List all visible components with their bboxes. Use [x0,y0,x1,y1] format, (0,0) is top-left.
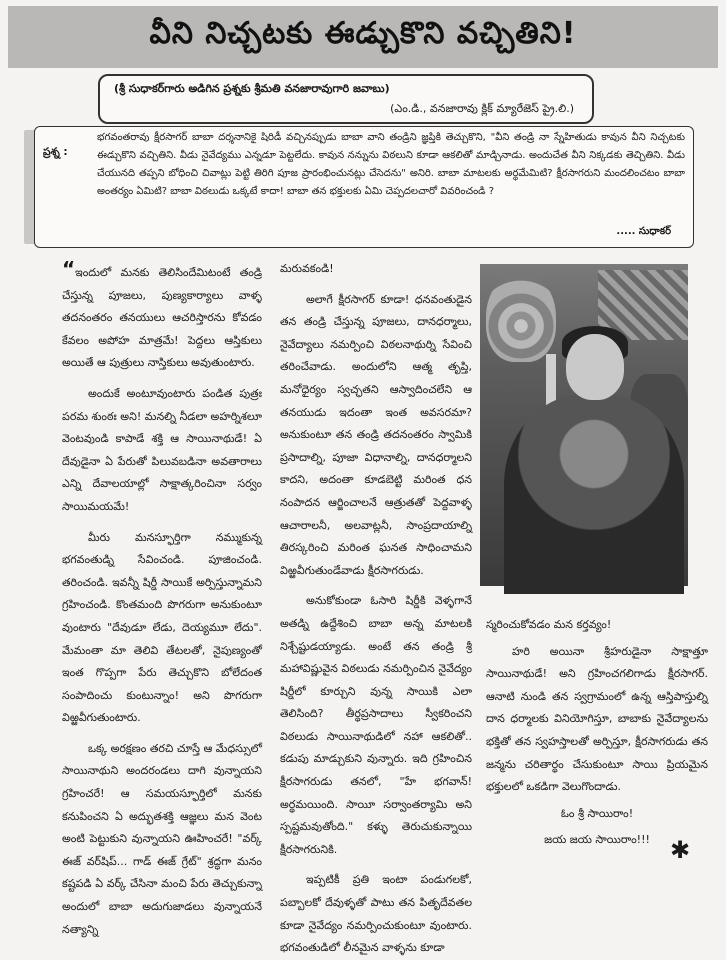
person-face [566,334,624,400]
article-column-1 [62,257,262,936]
paragraph: మరువకండి! [280,262,334,275]
paragraph: “ఇందులో మనకు తెలిసిందేమిటంటే తండ్రి చేస్తున్న పూజలు, పుణ్యకార్యాలు వాళ్ళ తదనంతరం తనయులు ఆచరిస్తారను కోవడం కేవలం అపోహ మాత్రమే! పెద్దలు ఆస్తికులు అయితే ఆ పుత్రులు నాస్తికులు అవుతుంటారు. [62,257,262,370]
article-column-2 [280,258,472,955]
paragraph: అలాగే క్షీరసాగర్ కూడా! ధనవంతుడైన తన తండ్రి చేస్తున్న పూజలు, దానధర్మాలు, నైవేద్యాలు నమర్పించి విఠలనాథుర్ని సేవించి తరించేవాడు. అందులోని ఆత్మ తృప్తి, మనోధైర్యం స్వచ్ఛతని ఆస్వాదించలేని ఆ తనయుడు ఇదంతా ఇంత అవసరమా? అనుకుంటూ తన తండ్రి తదనంతరం స్వామికి ప్రసాదాల్ని, పూజా విధానాల్ని, దానధర్మాలని కాదని, అదంతా కూడబెట్టి మరింత ధన నంపాదన ఆర్జించాలనే ఆత్రుతతో పెద్దవాళ్ళ ఆచారాలనీ, అలవాట్లనీ, సాంప్రదాయాల్ని తిరస్కరించి మరింత ఘనత సాధించామని విఱ్ఱవీగుతుండేవాడు క్షీరసాగరుడు. [280,292,472,577]
peacock-decoration-icon [486,272,556,362]
paragraph: ఇప్పటికీ ప్రతి ఇంటా పండుగలకో, పబ్బాలకో దేవుళ్ళతో పాటు తన పితృదేవతల కూడా నైవేద్యం నమర్పించుకుంటూ వుంటారు. భగవంతుడిలో లీనమైన వాళ్ళను కూడా [280,873,472,955]
person-figure [504,394,684,594]
question-text: భగవంతరావు క్షీరసాగర్ బాబా దర్శనానికై షిరిడీ వచ్చినప్పుడు బాబా వాని తండ్రిని జ్ఞప్తికి తెచ్చుకొని, "వీని తండ్రి నా స్నేహితుడు కావున వీని నిచ్చటకు ఈడ్చుకొని వచ్చితిని. వీడు నైవేద్యము ఎన్నడూ పెట్టలేదు. కావున నన్నును విఠలుని కూడా ఆకలితో మాడ్చినాడు. అందుచేత వీని నిక్కడకు తెచ్చితిని. వీడు చేయునది తప్పని బోధించి చివాట్లు పెట్టి తిరిగి పూజ ప్రారంభించునట్లు చేసెదను" అనిరి. బాబా మాటలకు అర్థమేమిటి? క్షీరసాగరుని మందలించటం బాబా అంతర్యం ఏమిటి? బాబా విఠలుడు ఒక్కటే కాదా! బాబా తన భక్తులకు ఏమి చెప్పదలచారో వివరించండి ? [97,132,685,197]
subhead-question-line: (శ్రీ సుధాకర్‌గారు అడిగిన ప్రశ్నకు శ్రీమతి వనజారావుగారి జవాబు) [114,82,390,95]
headline: వీని నిచ్చటకు ఈడ్చుకొని వచ్చితిని! [8,6,718,68]
article-column-3 [486,614,708,864]
closing-line: ఓం శ్రీ సాయిరాం! [560,806,634,820]
photo-portrait [480,264,688,586]
paragraph: ఒక్క అరక్షణం తరచి చూస్తే ఆ మేధస్సులో సాయినాథుని అందరండలు దాగి వున్నాయని గ్రహించరే! ఆ సమయస్ఫూర్తిలో మనకు కనుపించని ఏ అద్భుతశక్తి ఆజ్ఞలు మన వెంట అంటి పెట్టుకుని వున్నాయని ఊహించరే! "వర్క్ ఈజ్ వర్‌షిప్... గాడ్ ఈజ్ గ్రేట్" శ్రద్ధగా మనం కష్టపడి ఏ వర్క్ చేసినా మంచి పేరు తెచ్చుకున్నా అందులో బాబా అదుగుజాడలు వున్నాయనే నత్యాన్ని [62,741,262,936]
question-box [34,126,694,248]
paragraph: అనుకోకుండా ఓసారి షిర్డీకి వెళ్ళగానే అతడ్ని ఉద్దేశించి బాబా అన్న మాటలకి నిశ్చేష్టుడయ్యాడు. అంటే తన తండ్రి శ్రీ మహావిష్ణువైన విఠలుడు నమర్పించిన నైవేద్యం షిర్డీలో కూర్చుని వున్న సాయికి ఎలా తెలిసింది? తీర్థప్రసాదాలు స్వీకరించని విఠలుడు సాయినాథుడిలో నహా ఆకలితో.. కడుపు మాడ్చుకుని వున్నారు. ఇది గ్రహించిన క్షీరసాగరుడు తనలో, "హే భగవాన్! అర్థమయింది. సాయీ సర్వాంతర్యామి అని స్పష్టమవుతోంది." కళ్ళు తెరుచుకున్నాయి క్షీరసాగరునికి. [280,594,472,856]
question-signature: ..... సుధాకర్ [616,226,671,237]
open-quote-icon: “ [62,257,76,281]
paragraph: స్మరించుకోవడం మన కర్తవ్యం! [486,618,612,631]
end-star-icon: ✱ [670,836,691,864]
subhead-answer-line: (ఎం.డి., వనజారావు క్లిక్ మ్యారేజెస్ ప్రై.లి.) [390,102,574,115]
paragraph: మీరు మనస్ఫూర్తిగా నమ్ముకున్న భగవంతుడ్ని సేవించండి. పూజించండి. తరించండి. ఇవన్నీ షిర్డీ సాయికే అర్పిస్తున్నామని గ్రహించండి. కొంతమంది పొగరుగా అనుకుంటూ వుంటారు "దేవుడూ లేడు, దెయ్యమూ లేదు". మేమంతా మా తెలివి తేటలతో, నైపుణ్యంతో ఇంత గొప్పగా పేరు తెచ్చుకొని బోలేదంత సంపాదించు కుంటున్నాం! అని పొగరుగా విఱ్ఱవీగుతుంటారు. [62,530,262,725]
paragraph: హరి అయినా శ్రీహరుడైనా సాక్షాత్తూ సాయినాథుడే! అని గ్రహించగలిగాడు క్షీరసాగర్. ఆనాటి నుండి తన స్వగ్రామంలో ఉన్న ఆస్తిపాస్తుల్ని దాన ధర్మాలకు వినియోగిస్తూ, బాబాకు నైవేద్యాలను భక్తితో తన స్వహస్తాలతో అర్పిస్తూ, క్షీరసాగరుడు తన జన్మను చరితార్థం చేసుకుంటూ సాయి ప్రియమైన భక్తులలో ఒకడిగా వెలుగొందాడు. [486,644,708,794]
paragraph: అందుకే అంటూవుంటారు పండిత పుత్రః పరమ శుంఠః అని! మనల్ని నీడలా అహర్నిశలూ వెంటవుండి కాపాడే శక్తి ఆ సాయినాథుడే! ఏ దేవుడైనా ఏ పేరుతో పిలువబడినా అవతారాలు ఎన్ని దేవాలయాల్లో సాక్షాత్కరించినా సర్వం సాయిమయమే! [62,386,262,513]
closing-line: జయ జయ సాయిరాం!!! [544,833,650,847]
subhead-box [98,74,594,124]
question-label: ప్రశ్న : [43,146,68,158]
